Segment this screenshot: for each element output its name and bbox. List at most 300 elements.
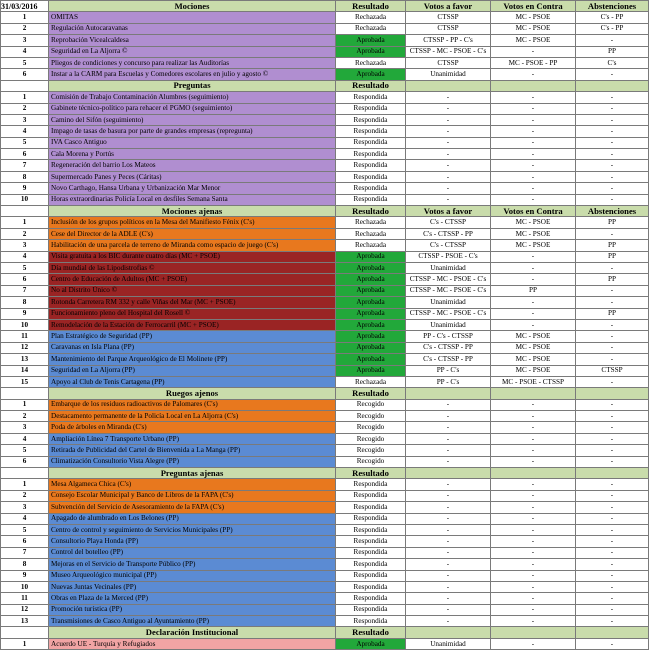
column-header (576, 80, 649, 91)
column-header: Abstenciones (576, 1, 649, 12)
votes-for-cell: - (406, 445, 491, 456)
table-row (1, 354, 649, 365)
votes-against-cell: - (491, 604, 576, 615)
votes-for-cell: - (406, 604, 491, 615)
abstentions-cell: - (576, 399, 649, 410)
votes-for-cell: - (406, 502, 491, 513)
abstentions-cell: C's - PP (576, 12, 649, 23)
abstentions-cell: - (576, 103, 649, 114)
votes-for-cell: - (406, 559, 491, 570)
row-number: 11 (1, 593, 49, 604)
column-header (406, 627, 491, 638)
row-number: 10 (1, 581, 49, 592)
abstentions-cell: CTSSP (576, 365, 649, 376)
row-number: 3 (1, 502, 49, 513)
table-row (1, 479, 649, 490)
abstentions-cell: - (576, 513, 649, 524)
votes-against-cell: - (491, 433, 576, 444)
votes-against-cell: - (491, 137, 576, 148)
row-number: 8 (1, 559, 49, 570)
result-cell: Recogido (336, 433, 406, 444)
result-cell: Respondida (336, 137, 406, 148)
row-number: 5 (1, 445, 49, 456)
row-number: 4 (1, 433, 49, 444)
table-row (1, 365, 649, 376)
row-number: 3 (1, 114, 49, 125)
votes-against-cell: - (491, 581, 576, 592)
table-row (1, 194, 649, 205)
abstentions-cell: PP (576, 217, 649, 228)
row-number: 12 (1, 342, 49, 353)
abstentions-cell: - (576, 228, 649, 239)
table-row (1, 399, 649, 410)
date-cell (1, 627, 49, 638)
section-title: Preguntas ajenas (49, 468, 336, 479)
votes-for-cell: CTSSP - PP - C's (406, 35, 491, 46)
row-number: 13 (1, 616, 49, 627)
votes-against-cell: MC - PSOE (491, 217, 576, 228)
table-row (1, 126, 649, 137)
abstentions-cell: - (576, 354, 649, 365)
votes-for-cell: - (406, 536, 491, 547)
table-row (1, 149, 649, 160)
votes-for-cell: - (406, 581, 491, 592)
votes-for-cell: - (406, 114, 491, 125)
row-title: Comisión de Trabajo Contaminación Alumbres (seguimiento) (49, 92, 336, 103)
votes-for-cell: - (406, 194, 491, 205)
result-cell: Aprobada (336, 331, 406, 342)
votes-for-cell: - (406, 137, 491, 148)
votes-for-cell: Unanimidad (406, 262, 491, 273)
row-number: 4 (1, 513, 49, 524)
abstentions-cell: - (576, 160, 649, 171)
column-header: Votos en Contra (491, 1, 576, 12)
row-number: 5 (1, 57, 49, 68)
votes-against-cell: - (491, 616, 576, 627)
abstentions-cell: - (576, 547, 649, 558)
row-number: 5 (1, 262, 49, 273)
result-cell: Respondida (336, 616, 406, 627)
votes-against-cell: - (491, 308, 576, 319)
votes-for-cell: - (406, 456, 491, 467)
votes-against-cell: - (491, 103, 576, 114)
result-cell: Respondida (336, 547, 406, 558)
table-row (1, 536, 649, 547)
votes-against-cell: - (491, 502, 576, 513)
votes-for-cell: PP - C's (406, 376, 491, 387)
table-row (1, 559, 649, 570)
row-number: 9 (1, 183, 49, 194)
row-number: 6 (1, 456, 49, 467)
abstentions-cell: - (576, 559, 649, 570)
row-number: 6 (1, 274, 49, 285)
abstentions-cell: - (576, 194, 649, 205)
result-cell: Rechazada (336, 240, 406, 251)
row-number: 8 (1, 171, 49, 182)
row-number: 14 (1, 365, 49, 376)
section-header-row (1, 627, 649, 638)
column-header (406, 80, 491, 91)
votes-against-cell: - (491, 114, 576, 125)
row-title: Apoyo al Club de Tenis Cartagena (PP) (49, 376, 336, 387)
row-number: 6 (1, 149, 49, 160)
row-title: Mejoras en el Servicio de Transporte Público (PP) (49, 559, 336, 570)
votes-for-cell: CTSSP - MC - PSOE - C's (406, 46, 491, 57)
row-number: 9 (1, 308, 49, 319)
table-row (1, 616, 649, 627)
row-title: No al Distrito Único © (49, 285, 336, 296)
abstentions-cell: - (576, 502, 649, 513)
result-cell: Recogido (336, 445, 406, 456)
votes-for-cell: - (406, 513, 491, 524)
votes-against-cell: - (491, 638, 576, 649)
table-row (1, 593, 649, 604)
result-cell: Aprobada (336, 319, 406, 330)
votes-for-cell: - (406, 160, 491, 171)
result-cell: Aprobada (336, 342, 406, 353)
votes-against-cell: - (491, 194, 576, 205)
row-number: 2 (1, 228, 49, 239)
row-title: OMITAS (49, 12, 336, 23)
table-row (1, 251, 649, 262)
date-cell: 31/03/2016 (1, 1, 49, 12)
table-row (1, 376, 649, 387)
votes-for-cell: Unanimidad (406, 319, 491, 330)
column-header (491, 80, 576, 91)
date-cell (1, 206, 49, 217)
result-cell: Respondida (336, 194, 406, 205)
abstentions-cell: C's (576, 57, 649, 68)
row-number: 2 (1, 411, 49, 422)
table-row (1, 456, 649, 467)
votes-against-cell: MC - PSOE (491, 365, 576, 376)
row-number: 1 (1, 638, 49, 649)
table-row (1, 604, 649, 615)
row-title: Cala Morena y Portús (49, 149, 336, 160)
column-header (491, 627, 576, 638)
row-number: 2 (1, 103, 49, 114)
column-header: Resultado (336, 468, 406, 479)
row-title: Visita gratuita a los BIC durante cuatro días (MC + PSOE) (49, 251, 336, 262)
result-cell: Rechazada (336, 57, 406, 68)
votes-against-cell: MC - PSOE (491, 240, 576, 251)
votes-for-cell: - (406, 616, 491, 627)
row-title: Remodelación de la Estación de Ferrocarril (MC + PSOE) (49, 319, 336, 330)
abstentions-cell: - (576, 69, 649, 80)
abstentions-cell: - (576, 331, 649, 342)
votes-against-cell: MC - PSOE (491, 342, 576, 353)
table-row (1, 217, 649, 228)
abstentions-cell: - (576, 342, 649, 353)
row-title: Museo Arqueológico municipal (PP) (49, 570, 336, 581)
votes-for-cell: - (406, 126, 491, 137)
result-cell: Respondida (336, 114, 406, 125)
row-title: Retirada de Publicidad del Cartel de Bienvenida a La Manga (PP) (49, 445, 336, 456)
row-title: Subvención del Servicio de Asesoramiento de la FAPA (C's) (49, 502, 336, 513)
result-cell: Respondida (336, 524, 406, 535)
result-cell: Aprobada (336, 274, 406, 285)
result-cell: Aprobada (336, 262, 406, 273)
row-title: Consejo Escolar Municipal y Banco de Libros de la FAPA (C's) (49, 490, 336, 501)
votes-against-cell: - (491, 547, 576, 558)
column-header: Resultado (336, 388, 406, 399)
abstentions-cell: - (576, 616, 649, 627)
result-cell: Respondida (336, 570, 406, 581)
row-number: 10 (1, 319, 49, 330)
column-header (491, 468, 576, 479)
column-header (491, 388, 576, 399)
row-title: Reprobación Vicealcaldesa (49, 35, 336, 46)
row-title: Nuevas Juntas Vecinales (PP) (49, 581, 336, 592)
result-cell: Aprobada (336, 35, 406, 46)
votes-against-cell: - (491, 479, 576, 490)
votes-for-cell: Unanimidad (406, 69, 491, 80)
votes-against-cell: MC - PSOE - CTSSP (491, 376, 576, 387)
votes-for-cell: C's - CTSSP - PP (406, 342, 491, 353)
votes-for-cell: C's - CTSSP - PP (406, 228, 491, 239)
result-cell: Respondida (336, 581, 406, 592)
result-cell: Rechazada (336, 228, 406, 239)
result-cell: Rechazada (336, 376, 406, 387)
row-title: Gabinete técnico-político para rehacer el PGMO (seguimiento) (49, 103, 336, 114)
column-header (406, 468, 491, 479)
result-cell: Respondida (336, 536, 406, 547)
table-row (1, 160, 649, 171)
votes-for-cell: - (406, 547, 491, 558)
row-title: Control del botelleo (PP) (49, 547, 336, 558)
column-header: Abstenciones (576, 206, 649, 217)
votes-for-cell: - (406, 524, 491, 535)
abstentions-cell: C's - PP (576, 23, 649, 34)
votes-for-cell: - (406, 149, 491, 160)
votes-against-cell: MC - PSOE (491, 12, 576, 23)
section-title: Ruegos ajenos (49, 388, 336, 399)
column-header (576, 468, 649, 479)
votes-for-cell: - (406, 479, 491, 490)
result-cell: Recogido (336, 422, 406, 433)
row-title: Acuerdo UE - Turquía y Refugiados (49, 638, 336, 649)
table-row (1, 46, 649, 57)
votes-against-cell: - (491, 411, 576, 422)
result-cell: Aprobada (336, 365, 406, 376)
row-title: Promoción turística (PP) (49, 604, 336, 615)
table-row (1, 23, 649, 34)
result-cell: Aprobada (336, 46, 406, 57)
column-header: Votos a favor (406, 206, 491, 217)
result-cell: Respondida (336, 604, 406, 615)
table-row (1, 103, 649, 114)
date-cell (1, 468, 49, 479)
row-number: 2 (1, 490, 49, 501)
votes-against-cell: - (491, 536, 576, 547)
abstentions-cell: - (576, 445, 649, 456)
row-title: Instar a la CARM para Escuelas y Comedores escolares en julio y agosto © (49, 69, 336, 80)
result-cell: Rechazada (336, 217, 406, 228)
votes-against-cell: - (491, 149, 576, 160)
row-number: 5 (1, 137, 49, 148)
abstentions-cell: - (576, 35, 649, 46)
abstentions-cell: - (576, 433, 649, 444)
column-header (406, 388, 491, 399)
row-title: Embarque de los residuos radioactivos de Palomares (C's) (49, 399, 336, 410)
votes-against-cell: MC - PSOE (491, 354, 576, 365)
result-cell: Aprobada (336, 285, 406, 296)
result-cell: Rechazada (336, 23, 406, 34)
votes-for-cell: Unanimidad (406, 638, 491, 649)
votes-against-cell: - (491, 399, 576, 410)
votes-against-cell: MC - PSOE - PP (491, 57, 576, 68)
row-number: 6 (1, 69, 49, 80)
result-cell: Respondida (336, 479, 406, 490)
votes-against-cell: - (491, 319, 576, 330)
table-row (1, 638, 649, 649)
row-title: Funcionamiento pleno del Hospital del Rosell © (49, 308, 336, 319)
section-title: Mociones (49, 1, 336, 12)
votes-for-cell: C's - CTSSP (406, 240, 491, 251)
votes-for-cell: C's - CTSSP (406, 217, 491, 228)
row-number: 1 (1, 92, 49, 103)
result-cell: Respondida (336, 183, 406, 194)
row-number: 4 (1, 251, 49, 262)
votes-against-cell: - (491, 46, 576, 57)
abstentions-cell: - (576, 285, 649, 296)
result-cell: Respondida (336, 126, 406, 137)
votes-against-cell: - (491, 297, 576, 308)
votes-against-cell: MC - PSOE (491, 331, 576, 342)
votes-for-cell: CTSSP - MC - PSOE - C's (406, 274, 491, 285)
abstentions-cell: - (576, 536, 649, 547)
result-cell: Respondida (336, 92, 406, 103)
abstentions-cell: - (576, 422, 649, 433)
result-cell: Respondida (336, 490, 406, 501)
votes-for-cell: - (406, 422, 491, 433)
result-cell: Recogido (336, 411, 406, 422)
row-title: Novo Carthago, Hansa Urbana y Urbanización Mar Menor (49, 183, 336, 194)
row-title: Rotonda Carretera RM 332 y calle Viñas del Mar (MC + PSOE) (49, 297, 336, 308)
row-title: Mantenimiento del Parque Arqueológico de El Molinete (PP) (49, 354, 336, 365)
row-title: Habilitación de una parcela de terreno de Miranda como espacio de juego (C's) (49, 240, 336, 251)
row-title: Transmisiones de Casco Antiguo al Ayuntamiento (PP) (49, 616, 336, 627)
abstentions-cell: - (576, 604, 649, 615)
row-title: Supermercado Panes y Peces (Cáritas) (49, 171, 336, 182)
row-number: 3 (1, 35, 49, 46)
table-row (1, 240, 649, 251)
table-row (1, 581, 649, 592)
votes-against-cell: - (491, 274, 576, 285)
row-title: Apagado de alumbrado en Los Belones (PP) (49, 513, 336, 524)
table-row (1, 137, 649, 148)
date-cell (1, 388, 49, 399)
table-row (1, 331, 649, 342)
votes-against-cell: - (491, 513, 576, 524)
votes-against-cell: MC - PSOE (491, 23, 576, 34)
row-number: 3 (1, 422, 49, 433)
row-number: 4 (1, 46, 49, 57)
row-title: Inclusión de los grupos políticos en la Mesa del Manifiesto Fénix (C's) (49, 217, 336, 228)
abstentions-cell: - (576, 638, 649, 649)
row-number: 1 (1, 399, 49, 410)
row-number: 1 (1, 217, 49, 228)
row-title: Regulación Autocaravanas (49, 23, 336, 34)
table-row (1, 69, 649, 80)
abstentions-cell: - (576, 593, 649, 604)
result-cell: Recogido (336, 456, 406, 467)
section-header-row (1, 1, 649, 12)
abstentions-cell: - (576, 376, 649, 387)
abstentions-cell: - (576, 411, 649, 422)
abstentions-cell: PP (576, 251, 649, 262)
abstentions-cell: - (576, 581, 649, 592)
votes-against-cell: PP (491, 285, 576, 296)
abstentions-cell: - (576, 479, 649, 490)
votes-against-cell: - (491, 490, 576, 501)
row-number: 5 (1, 524, 49, 535)
row-title: Poda de árboles en Miranda (C's) (49, 422, 336, 433)
column-header: Resultado (336, 80, 406, 91)
table-row (1, 35, 649, 46)
row-title: Obras en Plaza de la Merced (PP) (49, 593, 336, 604)
section-header-row (1, 468, 649, 479)
votes-against-cell: - (491, 422, 576, 433)
abstentions-cell: PP (576, 274, 649, 285)
votes-against-cell: - (491, 251, 576, 262)
section-header-row (1, 80, 649, 91)
table-row (1, 490, 649, 501)
abstentions-cell: - (576, 126, 649, 137)
row-number: 15 (1, 376, 49, 387)
row-number: 1 (1, 479, 49, 490)
row-number: 7 (1, 285, 49, 296)
column-header: Votos en Contra (491, 206, 576, 217)
votes-for-cell: - (406, 92, 491, 103)
table-row (1, 183, 649, 194)
abstentions-cell: - (576, 524, 649, 535)
row-number: 12 (1, 604, 49, 615)
votes-for-cell: - (406, 183, 491, 194)
result-cell: Recogido (336, 399, 406, 410)
votes-against-cell: - (491, 593, 576, 604)
votes-for-cell: - (406, 433, 491, 444)
votes-for-cell: - (406, 490, 491, 501)
votes-against-cell: - (491, 126, 576, 137)
votes-for-cell: CTSSP - MC - PSOE - C's (406, 285, 491, 296)
votes-against-cell: - (491, 183, 576, 194)
abstentions-cell: - (576, 490, 649, 501)
row-number: 7 (1, 160, 49, 171)
table-row (1, 445, 649, 456)
abstentions-cell: PP (576, 240, 649, 251)
table-row (1, 342, 649, 353)
row-number: 11 (1, 331, 49, 342)
votes-for-cell: CTSSP - MC - PSOE - C's (406, 308, 491, 319)
row-title: Pliegos de condiciones y concurso para realizar las Auditorías (49, 57, 336, 68)
table-row (1, 570, 649, 581)
votes-against-cell: - (491, 92, 576, 103)
row-title: Día mundial de las Lipodistrofias © (49, 262, 336, 273)
row-title: Mesa Algameca Chica (C's) (49, 479, 336, 490)
votes-against-cell: - (491, 524, 576, 535)
row-title: Centro de control y seguimiento de Servicios Municipales (PP) (49, 524, 336, 535)
table-row (1, 114, 649, 125)
row-title: Caravanas en Isla Plana (PP) (49, 342, 336, 353)
votes-for-cell: - (406, 411, 491, 422)
table-row (1, 433, 649, 444)
result-cell: Respondida (336, 559, 406, 570)
column-header (576, 627, 649, 638)
row-title: Climatización Consultorio Vista Alegre (PP) (49, 456, 336, 467)
votes-for-cell: PP - C's (406, 365, 491, 376)
result-cell: Aprobada (336, 308, 406, 319)
